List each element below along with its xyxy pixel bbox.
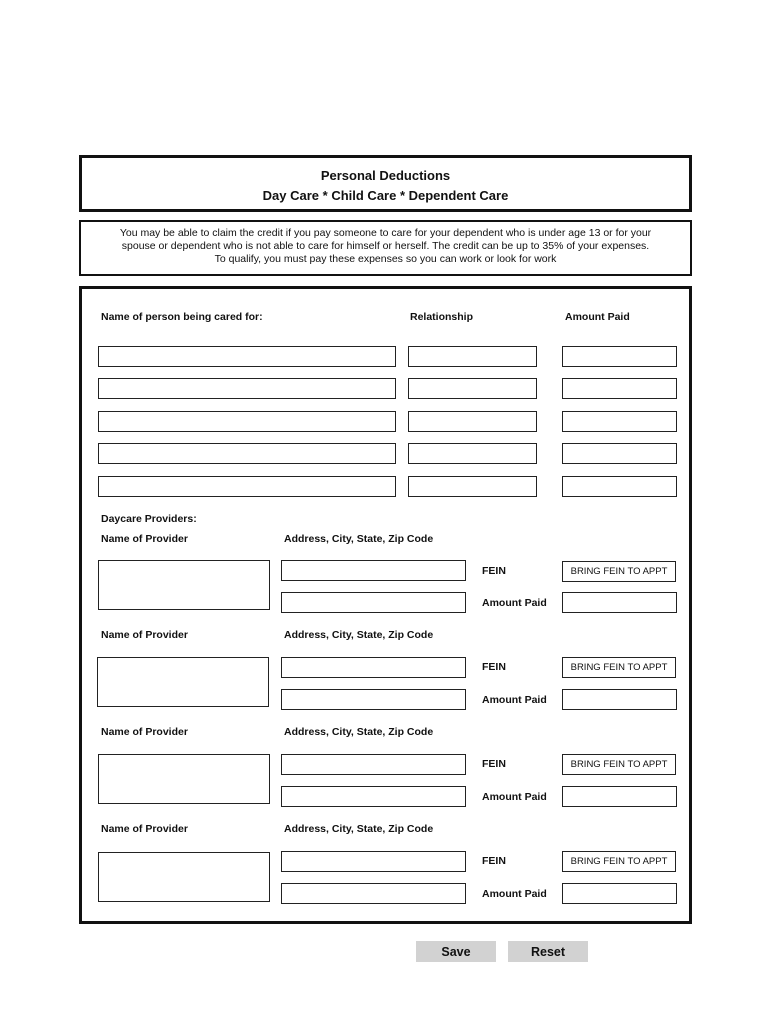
fein-label: FEIN bbox=[482, 661, 506, 673]
dependent-name-field[interactable] bbox=[98, 476, 396, 497]
fein-label: FEIN bbox=[482, 855, 506, 867]
info-line-3: To qualify, you must pay these expenses so you can work or look for work bbox=[214, 253, 557, 265]
relationship-field[interactable] bbox=[408, 476, 537, 497]
provider-address-field-2[interactable] bbox=[281, 883, 466, 904]
provider-name-field[interactable] bbox=[98, 754, 270, 804]
save-button[interactable]: Save bbox=[416, 941, 496, 962]
provider-amount-field[interactable] bbox=[562, 592, 677, 613]
provider-name-field[interactable] bbox=[97, 657, 269, 707]
fein-field[interactable]: BRING FEIN TO APPT bbox=[562, 754, 676, 775]
provider-name-label: Name of Provider bbox=[101, 629, 188, 641]
provider-address-field[interactable] bbox=[281, 754, 466, 775]
amount-paid-field[interactable] bbox=[562, 346, 677, 367]
provider-name-label: Name of Provider bbox=[101, 533, 188, 545]
form-subtitle: Day Care * Child Care * Dependent Care bbox=[262, 188, 509, 203]
reset-button[interactable]: Reset bbox=[508, 941, 588, 962]
provider-address-label: Address, City, State, Zip Code bbox=[284, 629, 434, 641]
fein-field[interactable]: BRING FEIN TO APPT bbox=[562, 561, 676, 582]
provider-address-field[interactable] bbox=[281, 560, 466, 581]
amount-paid-field[interactable] bbox=[562, 476, 677, 497]
relationship-field[interactable] bbox=[408, 346, 537, 367]
provider-amount-label: Amount Paid bbox=[482, 694, 547, 706]
provider-address-field[interactable] bbox=[281, 851, 466, 872]
provider-name-label: Name of Provider bbox=[101, 823, 188, 835]
relationship-field[interactable] bbox=[408, 411, 537, 432]
provider-amount-label: Amount Paid bbox=[482, 597, 547, 609]
amount-paid-field[interactable] bbox=[562, 411, 677, 432]
fein-field[interactable]: BRING FEIN TO APPT bbox=[562, 851, 676, 872]
dependent-name-header: Name of person being cared for: bbox=[101, 311, 263, 323]
provider-address-field-2[interactable] bbox=[281, 592, 466, 613]
provider-address-field-2[interactable] bbox=[281, 689, 466, 710]
daycare-providers-heading: Daycare Providers: bbox=[101, 513, 197, 525]
provider-address-label: Address, City, State, Zip Code bbox=[284, 533, 434, 545]
info-line-2: spouse or dependent who is not able to care for himself or herself. The credit can be up to 35% of your expenses. bbox=[121, 240, 650, 252]
form-title: Personal Deductions bbox=[320, 168, 451, 183]
provider-amount-field[interactable] bbox=[562, 883, 677, 904]
provider-amount-field[interactable] bbox=[562, 786, 677, 807]
fein-label: FEIN bbox=[482, 758, 506, 770]
provider-address-field-2[interactable] bbox=[281, 786, 466, 807]
relationship-field[interactable] bbox=[408, 378, 537, 399]
amount-paid-header: Amount Paid bbox=[565, 311, 630, 323]
provider-name-field[interactable] bbox=[98, 560, 270, 610]
relationship-field[interactable] bbox=[408, 443, 537, 464]
info-box bbox=[79, 220, 692, 276]
provider-address-field[interactable] bbox=[281, 657, 466, 678]
dependent-name-field[interactable] bbox=[98, 443, 396, 464]
provider-name-field[interactable] bbox=[98, 852, 270, 902]
info-text bbox=[91, 227, 680, 266]
provider-amount-label: Amount Paid bbox=[482, 791, 547, 803]
provider-address-label: Address, City, State, Zip Code bbox=[284, 823, 434, 835]
amount-paid-field[interactable] bbox=[562, 378, 677, 399]
provider-name-label: Name of Provider bbox=[101, 726, 188, 738]
provider-address-label: Address, City, State, Zip Code bbox=[284, 726, 434, 738]
info-line-1: You may be able to claim the credit if you pay someone to care for your dependent who is under age 13 or for your bbox=[119, 227, 652, 239]
amount-paid-field[interactable] bbox=[562, 443, 677, 464]
dependent-name-field[interactable] bbox=[98, 346, 396, 367]
fein-label: FEIN bbox=[482, 565, 506, 577]
provider-amount-field[interactable] bbox=[562, 689, 677, 710]
dependent-name-field[interactable] bbox=[98, 378, 396, 399]
provider-amount-label: Amount Paid bbox=[482, 888, 547, 900]
fein-field[interactable]: BRING FEIN TO APPT bbox=[562, 657, 676, 678]
dependent-name-field[interactable] bbox=[98, 411, 396, 432]
form-header bbox=[79, 155, 692, 212]
relationship-header: Relationship bbox=[410, 311, 474, 323]
